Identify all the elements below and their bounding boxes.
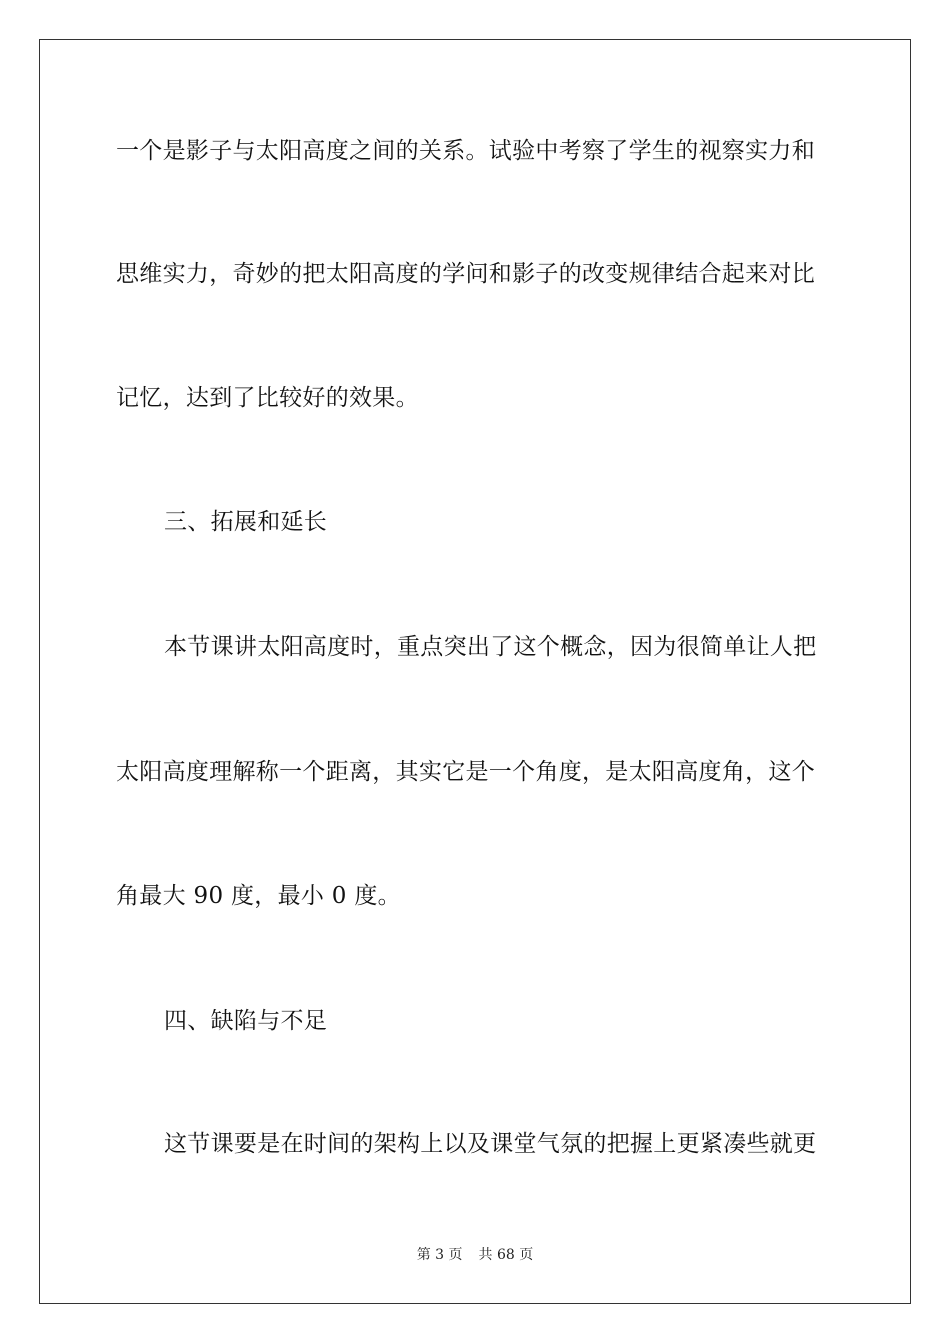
page-footer — [0, 1246, 950, 1264]
page-border — [39, 39, 911, 1304]
paragraph-line-3: 记忆，达到了比较好的效果。 — [116, 385, 419, 411]
paragraph-line-9: 这节课要是在时间的架构上以及课堂气氛的把握上更紧凑些就更 — [164, 1131, 817, 1157]
paragraph-line-5: 本节课讲太阳高度时，重点突出了这个概念，因为很简单让人把 — [164, 634, 817, 660]
paragraph-line-1: 一个是影子与太阳高度之间的关系。试验中考察了学生的视察实力和 — [116, 138, 815, 164]
page-number: 第 3 页 — [416, 1247, 463, 1263]
paragraph-line-6: 太阳高度理解称一个距离，其实它是一个角度，是太阳高度角，这个 — [116, 759, 815, 785]
section-heading-extension: 三、拓展和延长 — [164, 509, 328, 535]
section-heading-shortcomings: 四、缺陷与不足 — [164, 1008, 328, 1034]
paragraph-line-7: 角最大 90 度，最小 0 度。 — [116, 883, 401, 909]
paragraph-line-2: 思维实力，奇妙的把太阳高度的学问和影子的改变规律结合起来对比 — [116, 261, 815, 287]
page-total: 共 68 页 — [478, 1247, 534, 1263]
